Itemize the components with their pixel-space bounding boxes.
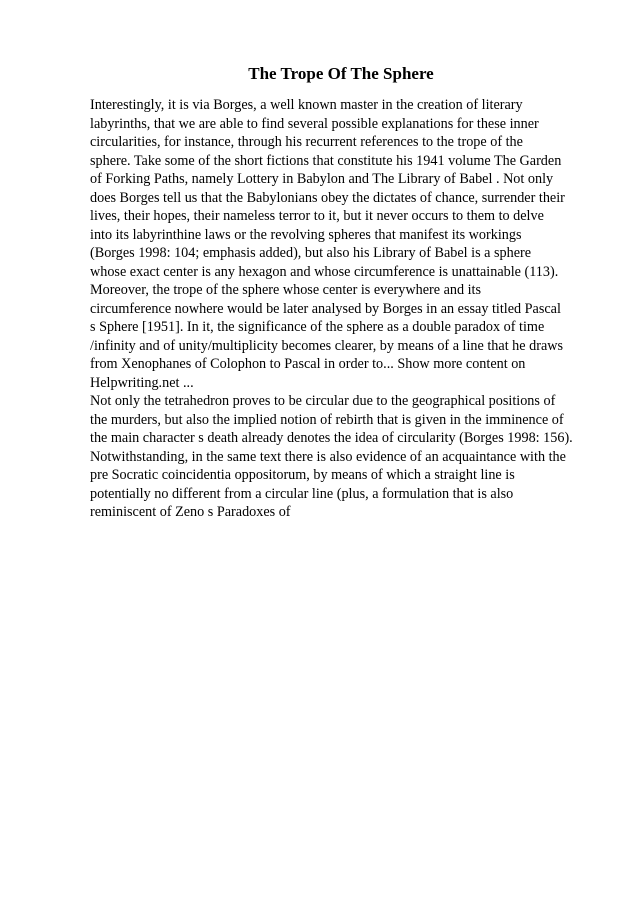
text-line: into its labyrinthine laws or the revolving spheres that manifest its workings [90, 226, 522, 243]
text-line: Not only the tetrahedron proves to be circular due to the geographical positions of [90, 393, 556, 409]
text-line: the murders, but also the implied notion of rebirth that is given in the imminence of [90, 411, 564, 428]
text-line: the main character s death already denotes the idea of circularity (Borges 1998: 156). [90, 430, 573, 446]
body-text [90, 96, 573, 522]
text-line: /infinity and of unity/multiplicity becomes clearer, by means of a line that he draws [90, 337, 564, 354]
text-line: pre Socratic coincidentia oppositorum, by means of which a straight line is [90, 467, 515, 483]
text-line: s Sphere [1951]. In it, the significance of the sphere as a double paradox of time [90, 319, 545, 335]
text-line: from Xenophanes of Colophon to Pascal in order to... Show more content on [90, 356, 526, 372]
text-line: does Borges tell us that the Babylonians obey the dictates of chance, surrender their [90, 189, 565, 206]
text-line: Moreover, the trope of the sphere whose center is everywhere and its [90, 282, 482, 298]
text-line: sphere. Take some of the short fictions that constitute his 1941 volume The Garden [90, 152, 562, 169]
text-line: Helpwriting.net ... [90, 374, 194, 391]
text-line: lives, their hopes, their nameless terror to it, but it never occurs to them to delve [90, 208, 544, 224]
text-line: Interestingly, it is via Borges, a well known master in the creation of literary [90, 97, 523, 113]
text-line: circumference nowhere would be later analysed by Borges in an essay titled Pascal [90, 300, 561, 317]
text-line: whose exact center is any hexagon and whose circumference is unattainable (113). [90, 263, 559, 280]
text-line: circularities, for instance, through his recurrent references to the trope of the [90, 134, 523, 150]
text-line: (Borges 1998: 104; emphasis added), but also his Library of Babel is a sphere [90, 245, 532, 261]
text-line: Notwithstanding, in the same text there is also evidence of an acquaintance with the [90, 448, 566, 465]
text-line: reminiscent of Zeno s Paradoxes of [90, 504, 291, 520]
text-line: labyrinths, that we are able to find several possible explanations for these inner [90, 115, 539, 132]
text-line: potentially no different from a circular line (plus, a formulation that is also [90, 485, 514, 502]
page-title: The Trope Of The Sphere [248, 64, 434, 83]
text-line: of Forking Paths, namely Lottery in Babylon and The Library of Babel . Not only [90, 171, 554, 187]
